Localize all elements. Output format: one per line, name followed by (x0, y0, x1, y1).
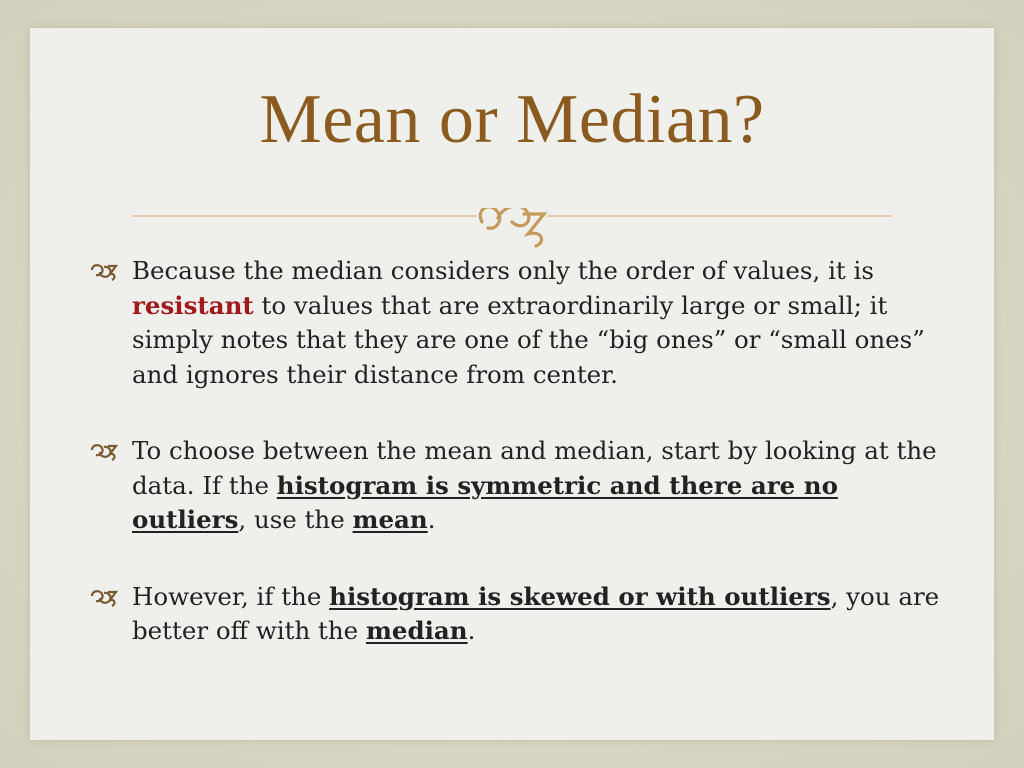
bullet-2-text-c: . (427, 505, 436, 534)
bullet-3-emphasis-2: median (365, 616, 468, 645)
bullet-1-emphasis: resistant (132, 290, 254, 320)
bullet-3-text-c: . (467, 616, 476, 645)
bullet-2-emphasis-1: histogram is symmetric and there are no outliers (132, 470, 838, 534)
slide (30, 28, 994, 740)
bullet-3-text-b: , you are better off with the (132, 581, 940, 645)
title-divider (132, 208, 892, 230)
link-bullet-icon (88, 586, 118, 608)
fleuron-divider (132, 208, 892, 248)
slide-title: Mean or Median? (259, 81, 765, 158)
link-bullet-icon (88, 440, 118, 462)
link-bullet-icon (88, 260, 118, 282)
bullet-1-text-b: to values that are extraordinarily large or small; it simply notes that they are one of the “big ones” or “small ones” and ignores their distance from center. (132, 290, 925, 389)
bullet-2-emphasis-2: mean (352, 505, 428, 534)
bullet-3-text-a: However, if the (132, 581, 330, 611)
bullet-3-emphasis-1: histogram is skewed or with outliers (329, 581, 831, 611)
bullet-item (86, 254, 946, 392)
fleuron-icon (480, 208, 544, 246)
bullet-2-text-b: , use the (238, 505, 353, 534)
bullet-item (86, 580, 946, 649)
bullet-item (86, 434, 946, 538)
bullet-list (86, 254, 946, 691)
bullet-1-text-a: Because the median considers only the order of values, it is (132, 256, 874, 285)
bullet-2-text-a: To choose between the mean and median, start by looking at the data. If the (132, 436, 937, 500)
